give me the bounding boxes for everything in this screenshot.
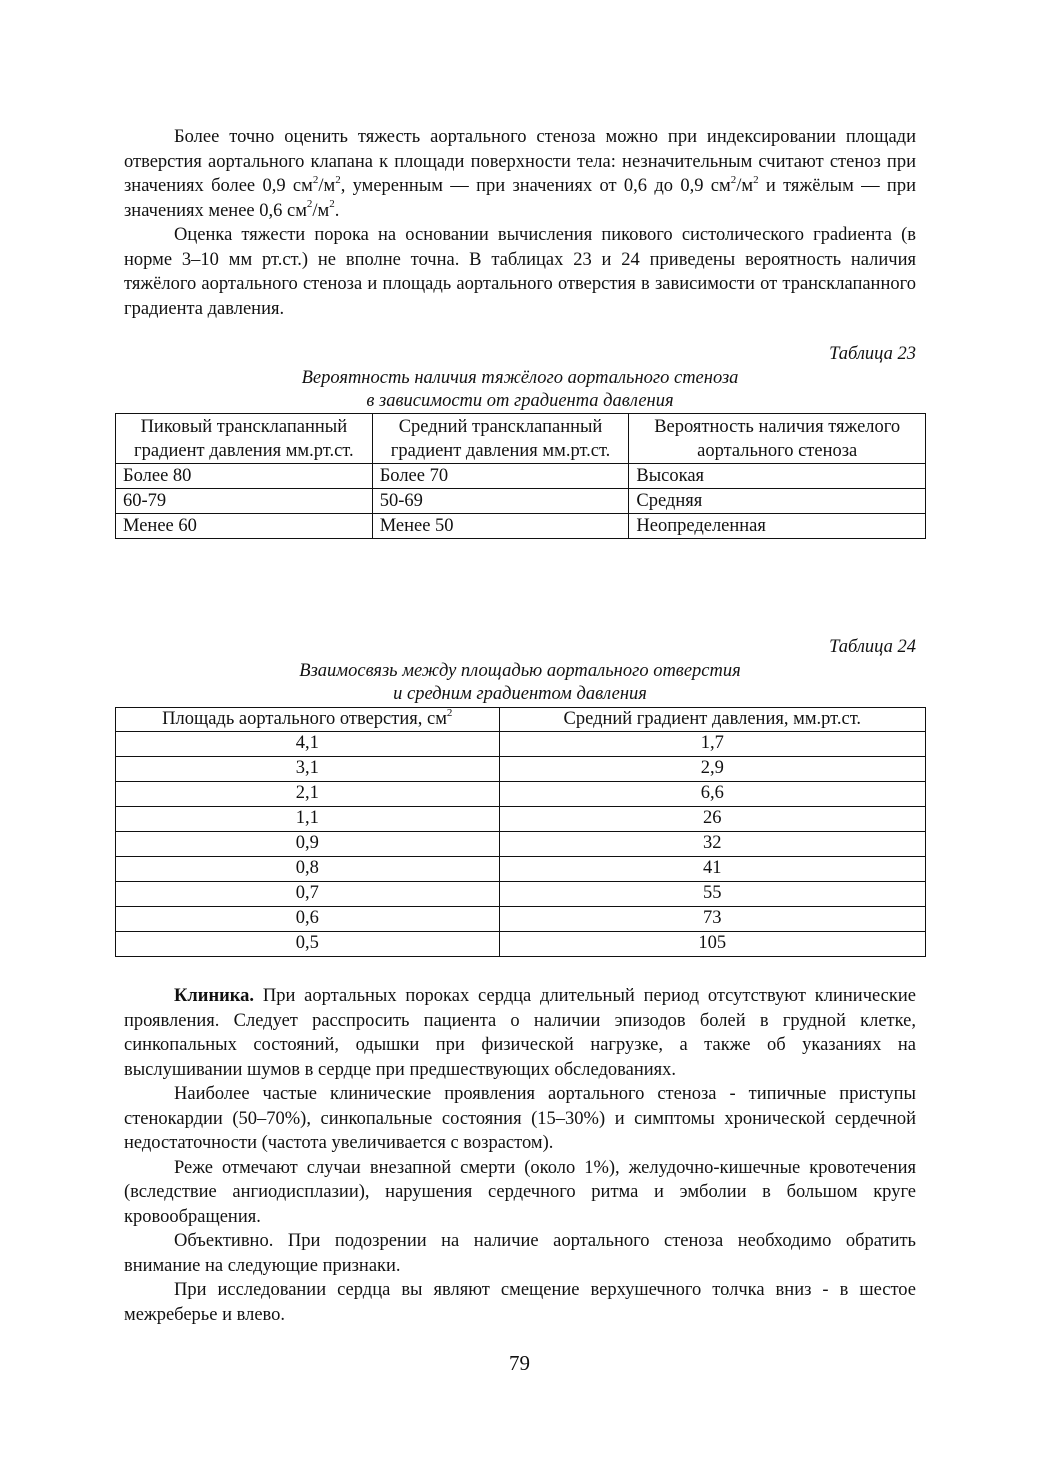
table-cell: 0,9 bbox=[116, 832, 500, 857]
table-row bbox=[116, 464, 926, 489]
table-cell: 2,9 bbox=[499, 757, 925, 782]
table23-caption-line2: в зависимости от градиента давления bbox=[366, 390, 674, 411]
superscript: 2 bbox=[306, 198, 313, 211]
superscript: 2 bbox=[730, 173, 737, 186]
superscript: 2 bbox=[312, 173, 319, 186]
clinic-paragraph-3: Реже отмечают случаи внезапной смерти (около 1%), желудочно-кишечные кровотечения (вследствие ангиодисплазии), нарушения сердечного ритма и эмболии в большом круге кровообращения. bbox=[124, 1157, 916, 1227]
table-row bbox=[116, 832, 926, 857]
table23-heading bbox=[124, 342, 916, 413]
text-fragment: /м bbox=[736, 176, 754, 196]
clinic-section bbox=[124, 984, 916, 1327]
table-cell: 0,5 bbox=[116, 932, 500, 957]
table-cell: 105 bbox=[499, 932, 925, 957]
table-cell: 50-69 bbox=[372, 489, 629, 514]
table-cell: 1,7 bbox=[499, 732, 925, 757]
clinic-paragraph-4: Объективно. При подозрении на наличие аортального стеноза необходимо обратить внимание на следующие признаки. bbox=[124, 1231, 916, 1276]
table-row bbox=[116, 882, 926, 907]
table24-header-area bbox=[116, 708, 500, 732]
table-row bbox=[116, 932, 926, 957]
clinic-heading: Клиника. bbox=[174, 986, 255, 1006]
clinic-paragraph-2: Наиболее частые клинические проявления аортального стеноза - типичные приступы стенокардии (50–70%), синкопальные состояния (15–30%) и симптомы хронической сердечной недостаточности (частота увеличивается с возрастом). bbox=[124, 1084, 916, 1153]
table24-body bbox=[116, 732, 926, 957]
table-cell: 0,7 bbox=[116, 882, 500, 907]
table-row bbox=[116, 907, 926, 932]
table-cell: 55 bbox=[499, 882, 925, 907]
table-cell: Более 80 bbox=[116, 464, 373, 489]
text-fragment: и тяжёлым — при значениях менее 0,6 см bbox=[124, 176, 916, 221]
table-row bbox=[116, 732, 926, 757]
table-cell: 0,8 bbox=[116, 857, 500, 882]
table23-caption-line1: Вероятность наличия тяжёлого аортального стеноза bbox=[301, 367, 739, 388]
intro-paragraph-1 bbox=[124, 125, 916, 223]
table23-header-mean: Средний трансклапанный градиент давления мм.рт.ст. bbox=[372, 414, 629, 464]
table-row bbox=[116, 757, 926, 782]
table23-label: Таблица 23 bbox=[829, 344, 916, 364]
table-cell: Менее 50 bbox=[372, 514, 629, 539]
table-cell: 6,6 bbox=[499, 782, 925, 807]
table-cell: Неопределенная bbox=[629, 514, 926, 539]
table-cell: 73 bbox=[499, 907, 925, 932]
table-cell: 3,1 bbox=[116, 757, 500, 782]
table-cell: Высокая bbox=[629, 464, 926, 489]
page-number: 79 bbox=[509, 1351, 530, 1375]
text-fragment: . bbox=[334, 200, 340, 221]
table23-header-peak: Пиковый трансклапанный градиент давления мм.рт.ст. bbox=[116, 414, 373, 464]
superscript: 2 bbox=[753, 173, 759, 186]
table-cell: Более 70 bbox=[372, 464, 629, 489]
table-cell: 60-79 bbox=[116, 489, 373, 514]
table23 bbox=[115, 413, 926, 539]
text-fragment: /м bbox=[312, 200, 330, 221]
header-text: Площадь аортального отверстия, см bbox=[162, 709, 447, 729]
intro-paragraph-2: Оценка тяжести порока на основании вычисления пикового систолического граdиента (в норме 3–10 мм рт.ст.) не вполне точна. В таблицах 23 и 24 приведены вероятность наличия тяжёлого аортального стеноза и площадь аортального отверстия в зависимости от трансклапанного градиента давления. bbox=[124, 225, 916, 319]
table-row bbox=[116, 514, 926, 539]
table24-caption-line2: и средним градиентом давления bbox=[393, 683, 647, 704]
text-fragment: /м bbox=[318, 176, 336, 196]
superscript: 2 bbox=[329, 198, 335, 211]
clinic-paragraph-5: При исследовании сердца вы являют смещение верхушечного толчка вниз - в шестое межреберье и влево. bbox=[124, 1280, 916, 1325]
table24-header-row bbox=[116, 708, 926, 732]
text-fragment: , умеренным — при значениях от 0,6 до 0,9 см bbox=[340, 176, 731, 196]
table24-header-gradient: Средний градиент давления, мм.рт.ст. bbox=[499, 708, 925, 732]
table-cell: 4,1 bbox=[116, 732, 500, 757]
table-cell: 32 bbox=[499, 832, 925, 857]
table-cell: Менее 60 bbox=[116, 514, 373, 539]
table-cell: 2,1 bbox=[116, 782, 500, 807]
superscript: 2 bbox=[335, 173, 341, 186]
table-cell: 1,1 bbox=[116, 807, 500, 832]
intro-section bbox=[124, 125, 916, 321]
table-cell: 41 bbox=[499, 857, 925, 882]
table-cell: Средняя bbox=[629, 489, 926, 514]
text-fragment: При аортальных пороках сердца длительный период отсутствуют клинические проявления. Следует расспросить пациента о наличии эпизодов болей в грудной клетке, синкопальных состояний, одышки при физической нагрузке, а также об указаниях на выслушивании шумов в сердце при предшествующих обследованиях. bbox=[124, 986, 916, 1080]
table-cell: 0,6 bbox=[116, 907, 500, 932]
table23-header-row bbox=[116, 414, 926, 464]
table-row bbox=[116, 807, 926, 832]
table24 bbox=[115, 707, 926, 957]
table24-caption-line1: Взаимосвязь между площадью аортального отверстия bbox=[299, 660, 741, 681]
table23-header-probability: Вероятность наличия тяжелого аортального стеноза bbox=[629, 414, 926, 464]
table-cell: 26 bbox=[499, 807, 925, 832]
table-row bbox=[116, 857, 926, 882]
table24-heading bbox=[124, 635, 916, 706]
table24-label: Таблица 24 bbox=[829, 637, 916, 657]
clinic-paragraph-1 bbox=[124, 984, 916, 1082]
superscript: 2 bbox=[446, 706, 453, 719]
table-row bbox=[116, 782, 926, 807]
text-fragment: Более точно оценить тяжесть аортального стеноза можно при индексировании площади отверстия аортального клапана к площади поверхности тела: незначительным считают стеноз при значениях более 0,9 см bbox=[124, 127, 916, 196]
table-row bbox=[116, 489, 926, 514]
